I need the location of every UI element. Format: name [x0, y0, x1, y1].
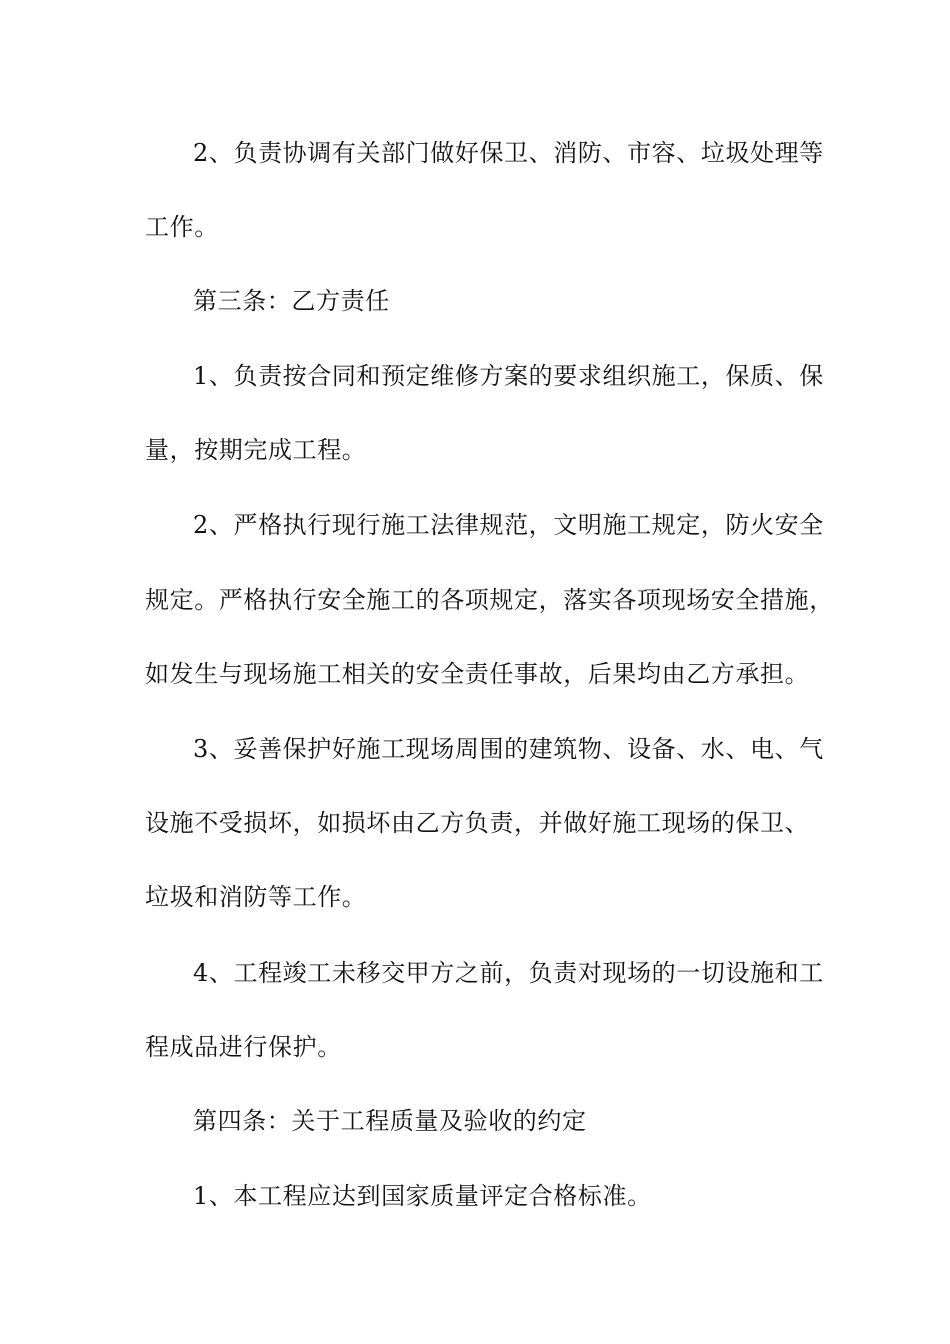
paragraph-line: 2、负责协调有关部门做好保卫、消防、市容、垃圾处理等 — [193, 139, 824, 167]
paragraph-line: 垃圾和消防等工作。 — [145, 883, 367, 911]
paragraph-line: 工作。 — [145, 213, 219, 241]
paragraph-line: 1、本工程应达到国家质量评定合格标准。 — [193, 1182, 652, 1210]
paragraph-line: 2、严格执行现行施工法律规范，文明施工规定，防火安全 — [193, 511, 824, 539]
paragraph-line: 量，按期完成工程。 — [145, 436, 367, 464]
paragraph-line: 设施不受损坏，如损坏由乙方负责，并做好施工现场的保卫、 — [145, 809, 810, 837]
paragraph-line: 1、负责按合同和预定维修方案的要求组织施工，保质、保 — [193, 362, 824, 390]
section-heading: 第四条：关于工程质量及验收的约定 — [193, 1107, 587, 1135]
paragraph-line: 程成品进行保护。 — [145, 1033, 342, 1061]
paragraph-line: 4、工程竣工未移交甲方之前，负责对现场的一切设施和工 — [193, 959, 824, 987]
paragraph-line: 规定。严格执行安全施工的各项规定，落实各项现场安全措施， — [145, 586, 834, 614]
paragraph-line: 如发生与现场施工相关的安全责任事故，后果均由乙方承担。 — [145, 660, 810, 688]
paragraph-line: 3、妥善保护好施工现场周围的建筑物、设备、水、电、气 — [193, 735, 824, 763]
section-heading: 第三条：乙方责任 — [193, 287, 390, 315]
